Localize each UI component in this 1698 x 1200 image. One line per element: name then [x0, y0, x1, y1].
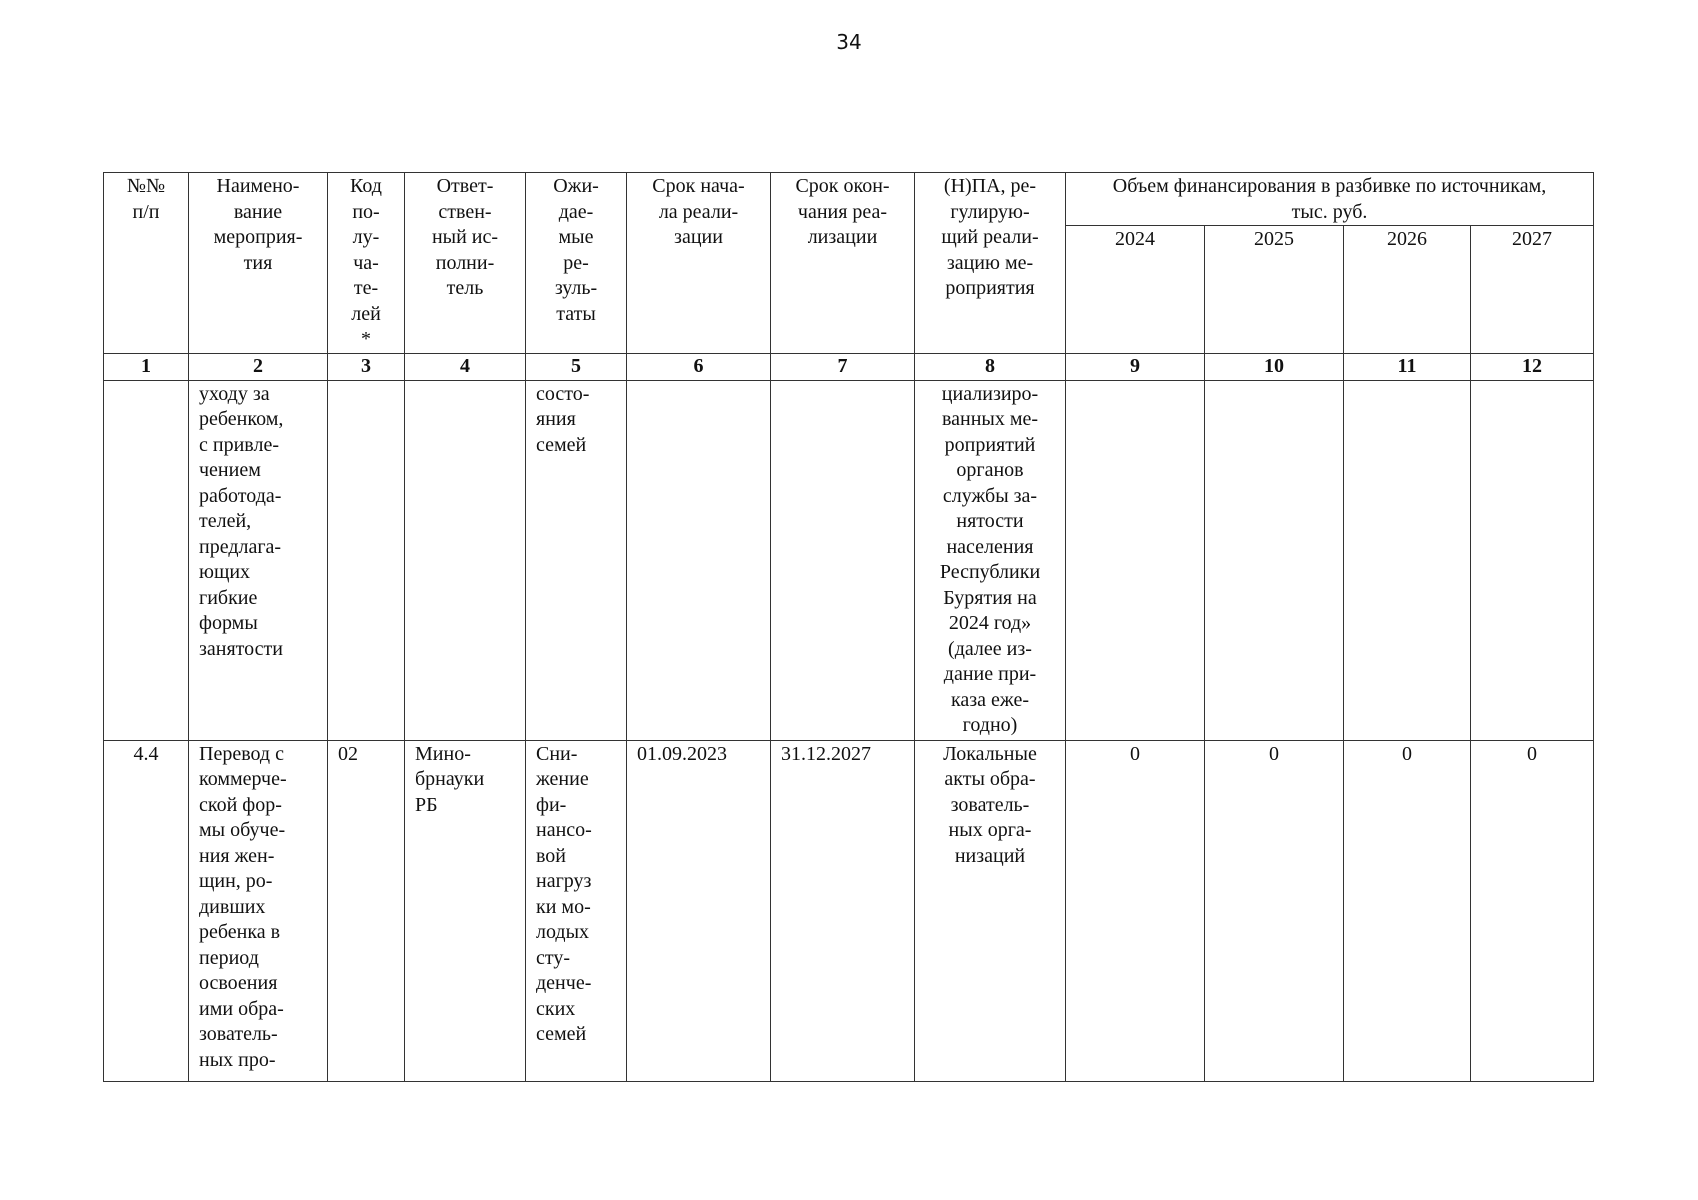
header-cell-results	[526, 173, 627, 354]
cell-text-line: Бурятия на	[943, 586, 1037, 609]
cell-text-line: лу-	[352, 226, 380, 248]
header-row	[104, 173, 1594, 226]
cell-text-line: ствен-	[438, 200, 492, 223]
column-number: 7	[771, 354, 915, 381]
cell-text-line: №№	[126, 175, 166, 197]
column-number: 8	[915, 354, 1066, 381]
cell-text-line: Мино-	[415, 742, 471, 765]
cell-text-line: ских	[536, 997, 576, 1020]
cell-text-line: гулирую-	[950, 200, 1030, 223]
cell-text-line: формы	[199, 612, 258, 634]
cell-text-line: Ответ-	[436, 175, 494, 197]
cell-2027	[1471, 380, 1594, 740]
cell-2024	[1066, 380, 1205, 740]
cell-text-line: ла реали-	[658, 200, 739, 223]
cell-text-line: ющих	[199, 561, 251, 583]
cell-2025: 0	[1205, 740, 1344, 1081]
cell-text-line: ими обра-	[199, 997, 284, 1020]
cell-number: 4.4	[104, 740, 189, 1081]
header-cell-start	[627, 173, 771, 354]
cell-text-line: Сни-	[536, 742, 578, 765]
cell-text-line: зацию ме-	[946, 251, 1034, 274]
cell-npa	[915, 740, 1066, 1081]
cell-text-line: мероприя-	[213, 226, 303, 248]
cell-text-line: лей	[351, 302, 381, 325]
cell-text-line: Наимено-	[216, 175, 300, 197]
cell-text-line: мы обуче-	[199, 819, 286, 841]
cell-text-line: чением	[199, 459, 261, 481]
cell-code	[328, 380, 405, 740]
cell-text-line: Республики	[939, 561, 1041, 583]
header-year-2026: 2026	[1344, 226, 1471, 354]
cell-text-line: таты	[556, 302, 596, 325]
cell-text-line: низаций	[954, 844, 1026, 867]
cell-text-line: Код	[350, 175, 382, 197]
cell-text-line: ных орга-	[948, 819, 1032, 841]
cell-text-line: период	[199, 946, 259, 969]
cell-text-line: зователь-	[199, 1023, 278, 1045]
cell-text-line: брнауки	[415, 768, 485, 790]
column-number: 11	[1344, 354, 1471, 381]
cell-text-line: жение	[536, 768, 589, 790]
cell-text-line: дае-	[558, 200, 594, 223]
cell-text-line: работода-	[199, 484, 282, 507]
cell-text-line: годно)	[962, 714, 1018, 736]
cell-text-line: яния	[536, 408, 576, 430]
cell-text-line: 2024 год»	[948, 612, 1032, 634]
cell-text-line: ребенком,	[199, 408, 284, 430]
cell-text-line: щий реали-	[941, 226, 1039, 248]
cell-text-line: мые	[558, 226, 594, 248]
table-row	[104, 380, 1594, 740]
cell-text-line: ки мо-	[536, 895, 591, 918]
cell-text-line: с привле-	[199, 433, 279, 456]
cell-text-line: лизации	[807, 226, 878, 248]
header-year-2024: 2024	[1066, 226, 1205, 354]
cell-text-line: щин, ро-	[199, 870, 273, 892]
cell-text-line: нансо-	[536, 819, 592, 841]
header-cell-end	[771, 173, 915, 354]
cell-2026	[1344, 380, 1471, 740]
cell-text-line: фи-	[536, 793, 567, 816]
cell-text-line: вание	[233, 200, 283, 223]
column-number: 6	[627, 354, 771, 381]
header-cell-funding	[1066, 173, 1594, 226]
cell-npa	[915, 380, 1066, 740]
page-number: 34	[836, 30, 862, 54]
cell-start: 01.09.2023	[627, 740, 771, 1081]
cell-name	[189, 740, 328, 1081]
cell-text-line: Объем финансирования в разбивке по источникам,	[1112, 175, 1547, 197]
cell-text-line: каза еже-	[950, 688, 1030, 711]
cell-text-line: лодых	[536, 921, 590, 943]
cell-results	[526, 740, 627, 1081]
cell-text-line: дание при-	[943, 663, 1037, 685]
cell-text-line: семей	[536, 1023, 587, 1045]
cell-text-line: ской фор-	[199, 793, 282, 816]
cell-executor	[405, 740, 526, 1081]
cell-results	[526, 380, 627, 740]
cell-text-line: гибкие	[199, 586, 258, 609]
cell-text-line: состо-	[536, 382, 590, 405]
header-year-2025: 2025	[1205, 226, 1344, 354]
cell-text-line: населения	[946, 535, 1034, 558]
column-number: 9	[1066, 354, 1205, 381]
cell-text-line: зователь-	[950, 793, 1030, 816]
cell-text-line: телей,	[199, 510, 252, 532]
cell-text-line: нагруз	[536, 870, 592, 892]
cell-text-line: освоения	[199, 972, 278, 994]
column-number: 3	[328, 354, 405, 381]
column-number: 4	[405, 354, 526, 381]
header-cell-code	[328, 173, 405, 354]
table-row	[104, 740, 1594, 1081]
cell-text-line: роприятия	[945, 277, 1035, 299]
cell-text-line: ния жен-	[199, 844, 275, 867]
cell-end: 31.12.2027	[771, 740, 915, 1081]
cell-text-line: сту-	[536, 946, 571, 969]
cell-text-line: чания реа-	[797, 200, 888, 223]
column-number: 10	[1205, 354, 1344, 381]
cell-text-line: семей	[536, 433, 587, 456]
cell-text-line: Срок окон-	[795, 175, 890, 197]
cell-text-line: по-	[352, 200, 380, 223]
cell-number	[104, 380, 189, 740]
cell-text-line: уходу за	[199, 382, 270, 405]
cell-text-line: нятости	[956, 510, 1024, 532]
header-cell-npa	[915, 173, 1066, 354]
cell-text-line: Ожи-	[553, 175, 599, 197]
cell-text-line: зуль-	[554, 277, 598, 299]
cell-text-line: тия	[243, 251, 273, 274]
cell-text-line: денче-	[536, 972, 592, 994]
header-cell-executor	[405, 173, 526, 354]
cell-text-line: органов	[956, 459, 1024, 481]
cell-text-line: *	[361, 328, 371, 350]
cell-text-line: занятости	[199, 637, 283, 660]
cell-text-line: (Н)ПА, ре-	[943, 175, 1037, 197]
cell-text-line: ре-	[563, 251, 589, 274]
cell-name	[189, 380, 328, 740]
header-cell-name	[189, 173, 328, 354]
cell-text-line: ча-	[353, 251, 379, 274]
column-number: 5	[526, 354, 627, 381]
cell-text-line: зации	[674, 226, 723, 248]
cell-2026: 0	[1344, 740, 1471, 1081]
cell-text-line: дивших	[199, 895, 266, 918]
cell-text-line: службы за-	[942, 484, 1038, 507]
column-number: 12	[1471, 354, 1594, 381]
cell-text-line: ный ис-	[431, 226, 499, 248]
cell-text-line: циализиро-	[941, 382, 1039, 405]
cell-text-line: предлага-	[199, 535, 282, 558]
cell-2027: 0	[1471, 740, 1594, 1081]
cell-text-line: (далее из-	[948, 637, 1032, 660]
cell-text-line: ных про-	[199, 1048, 276, 1071]
cell-text-line: роприятий	[944, 433, 1036, 456]
cell-text-line: ванных ме-	[941, 408, 1039, 430]
column-number: 2	[189, 354, 328, 381]
cell-end	[771, 380, 915, 740]
column-number-row	[104, 354, 1594, 381]
cell-text-line: Локальные	[943, 742, 1037, 765]
header-cell-number	[104, 173, 189, 354]
cell-text-line: п/п	[132, 200, 160, 223]
cell-text-line: РБ	[415, 793, 438, 816]
cell-text-line: тель	[446, 277, 484, 299]
cell-text-line: вой	[536, 844, 567, 867]
financing-plan-table	[103, 172, 1594, 1082]
cell-2025	[1205, 380, 1344, 740]
cell-code: 02	[328, 740, 405, 1081]
cell-2024: 0	[1066, 740, 1205, 1081]
cell-text-line: те-	[353, 277, 379, 299]
column-number: 1	[104, 354, 189, 381]
cell-text-line: ребенка в	[199, 921, 281, 943]
cell-text-line: коммерче-	[199, 768, 287, 790]
cell-text-line: полни-	[435, 251, 495, 274]
cell-text-line: акты обра-	[944, 768, 1036, 790]
cell-text-line: тыс. руб.	[1291, 200, 1368, 223]
cell-start	[627, 380, 771, 740]
cell-text-line: Срок нача-	[652, 175, 745, 197]
header-year-2027: 2027	[1471, 226, 1594, 354]
cell-executor	[405, 380, 526, 740]
cell-text-line: Перевод с	[199, 742, 284, 765]
